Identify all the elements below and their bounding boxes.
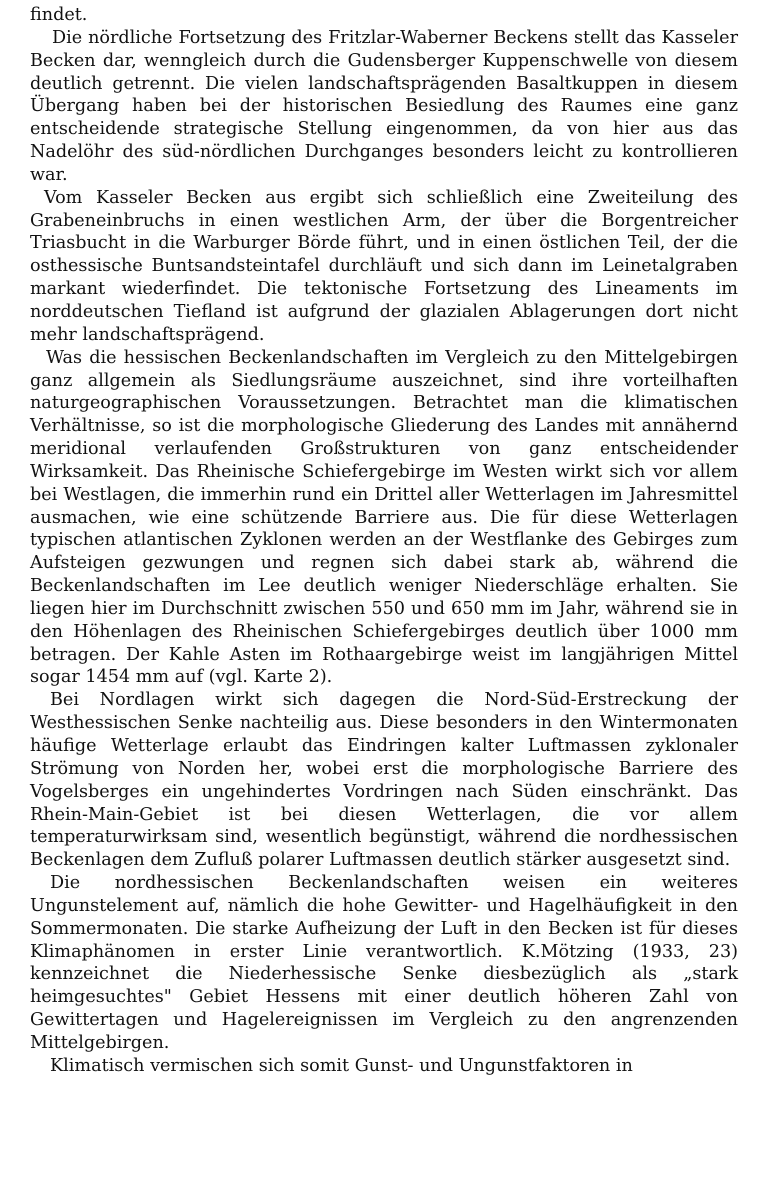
paragraph-beckenlandschaften: Was die hessischen Beckenlandschaften im Vergleich zu den Mittelgebirgen ganz allgemein als Siedlungsräume auszeichnet, sind ihre vorteilhaften naturgeographischen Voraussetzungen. Betrachtet man die klimatischen Verhältnisse, so ist die morphologische Gliederung des Landes mit annähernd meridional verlaufenden Großstrukturen von ganz entscheidender Wirksamkeit. Das Rheinische Schiefergebirge im Westen wirkt sich vor allem bei Westlagen, die immerhin rund ein Drittel aller Wetterlagen im Jahresmittel ausmachen, wie eine schützende Barriere aus. Die für diese Wetterlagen typischen atlantischen Zyklonen werden an der Westflanke des Gebirges zum Aufsteigen gezwungen und regnen sich dabei stark ab, während die Beckenlandschaften im Lee deutlich weniger Niederschläge erhalten. Sie liegen hier im Durchschnitt zwischen 550 und 650 mm im Jahr, während sie in den Höhenlagen des Rheinischen Schiefergebirges deutlich über 1000 mm betragen. Der Kahle Asten im Rothaargebirge weist im langjährigen Mittel sogar 1454 mm auf (vgl. Karte 2).	[30, 347, 738, 688]
paragraph-continuation: findet.	[30, 5, 88, 25]
paragraph-klimatisch: Klimatisch vermischen sich somit Gunst- und Ungunstfaktoren in	[50, 1055, 633, 1076]
paragraph-zweiteilung: Vom Kasseler Becken aus ergibt sich schließlich eine Zweiteilung des Grabeneinbruchs in einen westlichen Arm, der über die Borgentreicher Triasbucht in die Warburger Börde führt, und in einen östlichen Teil, der die osthessische Buntsandsteintafel durchläuft und sich dann im Leinetalgraben markant wiederfindet. Die tektonische Fortsetzung des Lineaments im norddeutschen Tiefland ist aufgrund der glazialen Ablagerungen dort nicht mehr landschaftsprägend.	[30, 187, 738, 345]
paragraph-nordlagen: Bei Nordlagen wirkt sich dagegen die Nord-Süd-Erstreckung der Westhessischen Senke nachteilig aus. Diese besonders in den Wintermonaten häufige Wetterlage erlaubt das Eindringen kalter Luftmassen zyklonaler Strömung von Norden her, wobei erst die morphologische Barriere des Vogelsberges ein ungehindertes Vordringen nach Süden einschränkt. Das Rhein-Main-Gebiet ist bei diesen Wetterlagen, die vor allem temperaturwirksam sind, wesentlich begünstigt, während die nordhessischen Beckenlagen dem Zufluß polarer Luftmassen deutlich stärker ausgesetzt sind.	[30, 690, 738, 871]
paragraph-kasseler-becken: Die nördliche Fortsetzung des Fritzlar-Waberner Beckens stellt das Kasseler Becken dar, wenngleich durch die Gudensberger Kuppenschwelle von diesem deutlich getrennt. Die vielen landschaftsprägenden Basaltkuppen in diesem Übergang haben bei der historischen Besiedlung des Raumes eine ganz entscheidende strategische Stellung eingenommen, da von hier aus das Nadelöhr des süd-nördlichen Durchganges besonders leicht zu kontrollieren war.	[30, 27, 738, 185]
paragraph-ungunstelement: Die nordhessischen Beckenlandschaften weisen ein weiteres Ungunstelement auf, nämlich die hohe Gewitter- und Hagelhäufigkeit in den Sommermonaten. Die starke Aufheizung der Luft in den Becken ist für dieses Klimaphänomen in erster Linie verantwortlich. K.Mötzing (1933, 23) kennzeichnet die Niederhessische Senke diesbezüglich als „stark heimgesuchtes" Gebiet Hessens mit einer deutlich höheren Zahl von Gewittertagen und Hagelereignissen im Vergleich zu den angrenzenden Mittelgebirgen.	[30, 873, 738, 1053]
document-page	[30, 4, 738, 1078]
